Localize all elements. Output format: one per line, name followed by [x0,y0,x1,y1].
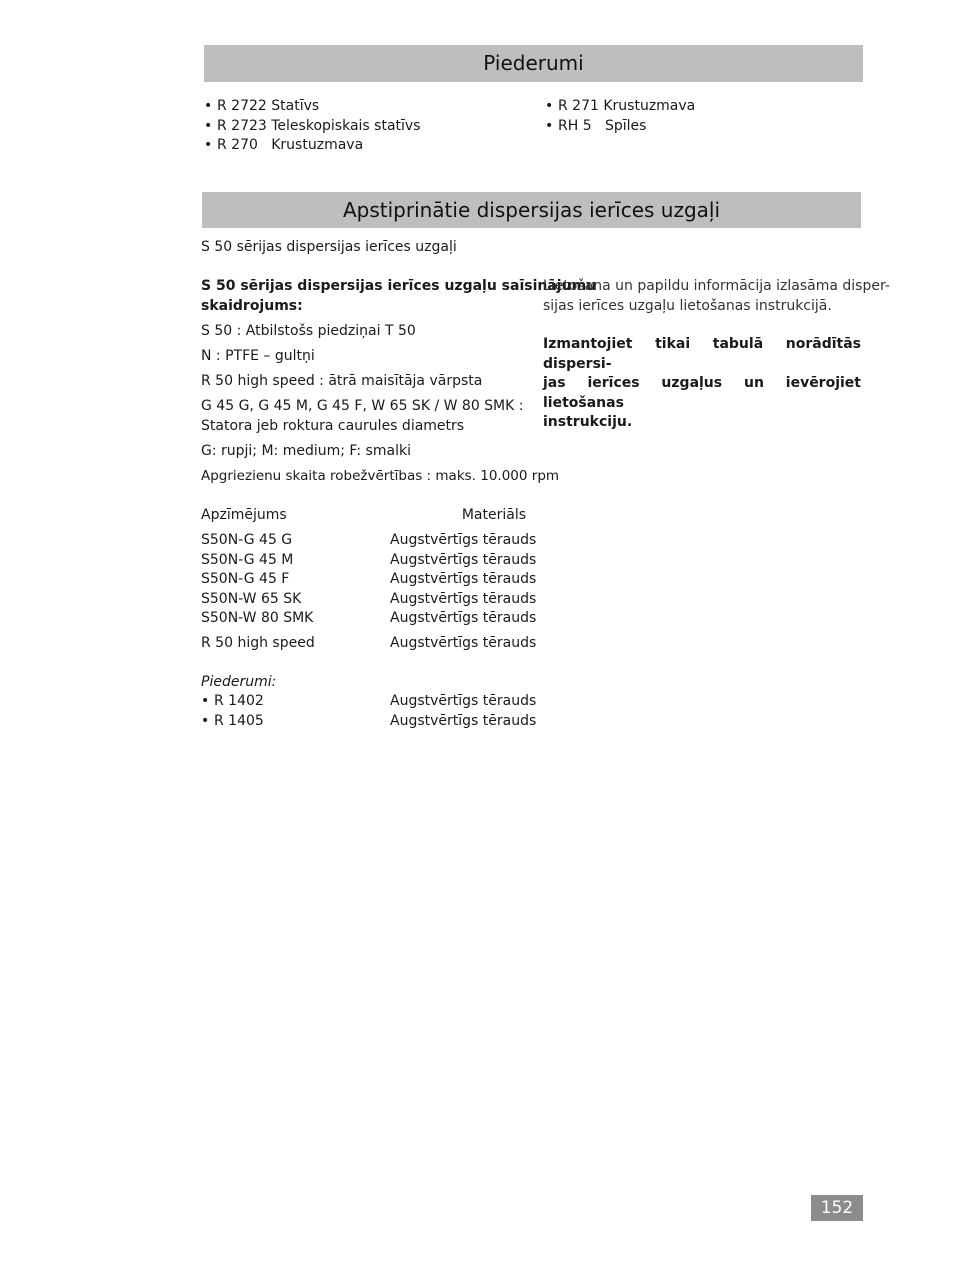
table-cell-material: Augstvērtīgs tērauds [390,635,537,651]
warning-note [543,335,861,433]
table-cell-designation: R 50 high speed [201,635,315,651]
accessories-list-right [545,97,695,136]
legend-diameters [201,397,524,436]
info-line: Lietošana un papildu informācija izlasāma disper- [543,278,890,294]
table-cell-material: Augstvērtīgs tērauds [390,712,537,729]
list-item: • R 270 Krustuzmava [204,136,420,156]
legend-rpm: Apgriezienu skaita robežvērtības : maks. 10.000 rpm [201,468,560,484]
table-cell-designation: S50N-G 45 F [201,571,290,587]
legend-line: G 45 G, G 45 M, G 45 F, W 65 SK / W 80 SMK : [201,398,524,414]
table-cell-material: Augstvērtīgs tērauds [390,590,537,607]
legend-heading-line: S 50 sērijas dispersijas ierīces uzgaļu saīsinājumu [201,278,597,294]
warning-line: Izmantojiet tikai tabulā norādītās dispersi- [543,336,861,372]
table-cell-designation: S50N-G 45 G [201,532,293,548]
accessories-section-title: Piederumi [204,45,863,82]
list-item: • R 2722 Statīvs [204,97,420,117]
warning-line: jas ierīces uzgaļus un ievērojiet lietošanas [543,375,861,411]
table-cell-material: Augstvērtīgs tērauds [390,610,537,626]
table-accessories-label: Piederumi: [201,674,277,690]
table-cell-material: Augstvērtīgs tērauds [390,532,537,548]
table-cell-designation: • R 1405 [201,712,264,729]
table-cell-designation: • R 1402 [201,693,264,709]
col-material-header: Materiāls [461,507,526,523]
list-item: • R 2723 Teleskopiskais statīvs [204,117,420,137]
table-cell-designation: S50N-G 45 M [201,551,294,568]
page-number: 152 [811,1195,863,1221]
legend-n: N : PTFE – gultņi [201,348,315,364]
table-cell-material: Augstvērtīgs tērauds [390,571,537,587]
usage-info [543,277,890,316]
tools-section-title: Apstiprinātie dispersijas ierīces uzgaļi [202,192,861,228]
legend-grades: G: rupji; M: medium; F: smalki [201,443,411,459]
legend-line: Statora jeb roktura caurules diametrs [201,417,465,434]
warning-line: instrukciju. [543,414,633,430]
list-item: • R 271 Krustuzmava [545,97,695,117]
legend-s50: S 50 : Atbilstošs piedziņai T 50 [201,323,416,339]
legend-heading [201,277,596,316]
table-cell-material: Augstvērtīgs tērauds [390,693,537,709]
accessories-list-left [204,97,420,156]
table-cell-designation: S50N-W 80 SMK [201,610,314,626]
list-item: • RH 5 Spīles [545,117,695,137]
info-line: sijas ierīces uzgaļu lietošanas instrukcijā. [543,297,832,314]
tools-subtitle: S 50 sērijas dispersijas ierīces uzgaļi [201,239,457,255]
legend-heading-line: skaidrojums: [201,297,303,314]
legend-r50: R 50 high speed : ātrā maisītāja vārpsta [201,373,483,389]
col-designation-header: Apzīmējums [201,507,287,523]
table-cell-material: Augstvērtīgs tērauds [390,551,537,568]
table-cell-designation: S50N-W 65 SK [201,590,302,607]
